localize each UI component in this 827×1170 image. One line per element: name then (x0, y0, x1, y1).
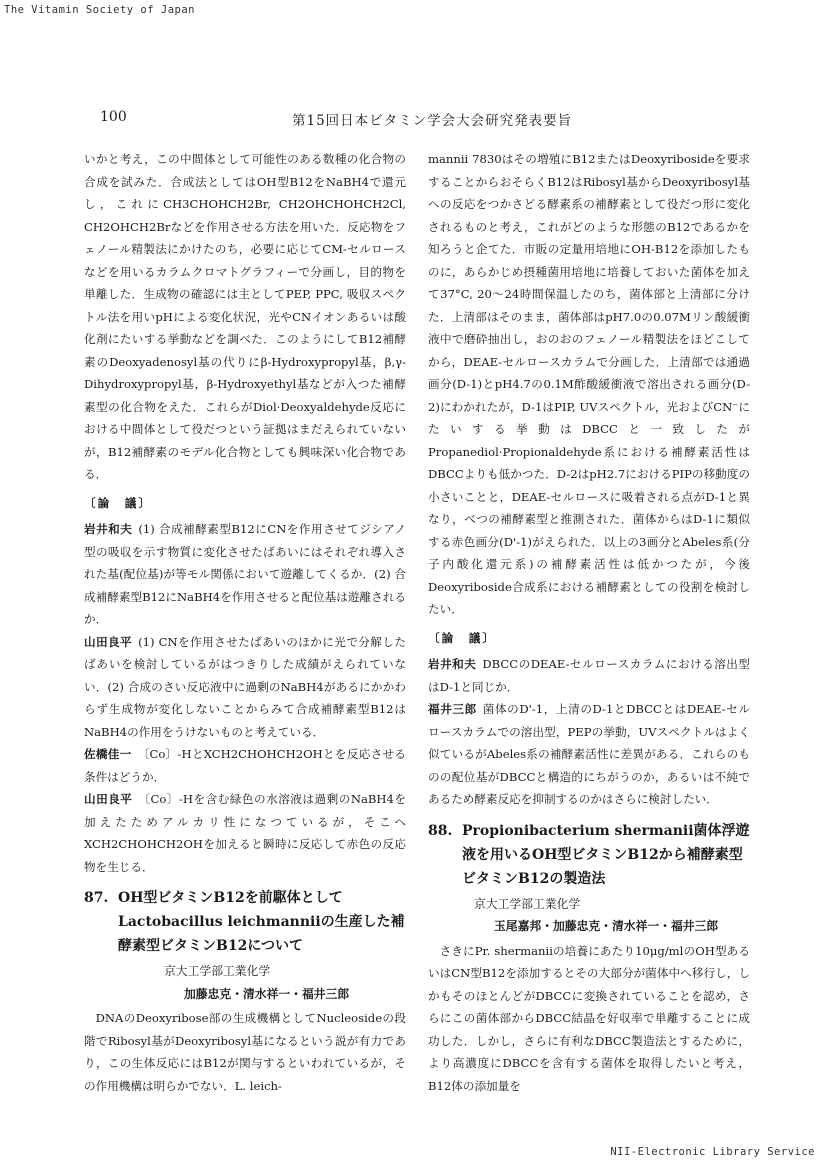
article-number: 87. (84, 890, 109, 906)
discussion-heading: 〔論 議〕 (428, 630, 496, 645)
discussion-entry (428, 653, 750, 698)
discussion-text: DBCCのDEAE-セルロースカラムにおける溶出型はD-1と同じか． (428, 657, 750, 694)
running-title: 第15回日本ビタミン学会大会研究発表要旨 (292, 113, 573, 129)
discussion-text: (1) CNを作用させたばあいのほかに光で分解したばあいを検討しているがはつきりした成績がえられていない．(2) 合成のさい反応液中に過剰のNaBH4があるにかかわらず生成物が変化しないことからみて合成補酵素型B12はNaBH4の作用をうけないものと考えている． (84, 634, 406, 739)
speaker-name: 山田良平 (84, 792, 133, 806)
article-affiliation: 京大工学部工業化学 (164, 964, 271, 978)
article-authors: 加藤忠克・清水祥一・福井三郎 (184, 986, 350, 1001)
article-87-heading (84, 886, 406, 958)
article-affiliation: 京大工学部工業化学 (474, 896, 581, 911)
speaker-name: 山田良平 (84, 634, 133, 649)
intro-paragraph: いかと考え，この中間体として可能性のある数種の化合物の合成を試みた．合成法としてはOH型B12をNaBH4で還元し，これにCH3CHOHCH2Br, CH2OHCHOHCH2Cl, CH2OHCH2Brなどを作用させる方法を用いた．反応物をフェノール精製法にかけたのち，必要に応じてCM-セルロースなどを用いるカラムクロマトグラフィーで分画し，目的物を単離した．生成物の確認には主としてPEP, PPC, 吸収スペクトル法を用いpHによる変化状況，光やCNイオンあるいは酸化剤にたいする挙動などを調べた．このようにしてB12補酵素のDeoxyadenosyl基の代りにβ-Hydroxypropyl基，β,γ-Dihydroxypropyl基，β-Hydroxyethyl基などが入つた補酵素型の化合物をえた．これらがDiol·Deoxyaldehyde反応における中間体として役だつという証拠はまだえられていないが，B12補酵素のモデル化合物としても興味深い化合物である． (84, 152, 406, 481)
discussion-heading: 〔論 議〕 (84, 495, 152, 510)
article-body: さきにPr. shermaniiの培養にあたり10μg/mlのOH型あるいはCN型B12を添加するとその大部分が菌体中へ移行し，しかもそのほとんどがDBCCに変換されていることを認め，さらにこの菌体部からDBCC結晶を好収率で単離することに成功した．しかし，さらに有利なDBCC製造法とするために，より高濃度にDBCCを含有する菌体を取得したいと考え，B12体の添加量を (428, 943, 750, 1093)
speaker-name: 岩井和夫 (428, 657, 477, 671)
discussion-entry (84, 631, 406, 744)
article-title: Propionibacterium shermanii菌体浮遊液を用いるOH型ビタミンB12から補酵素型ビタミンB12の製造法 (462, 822, 750, 887)
watermark-text: The Vitamin Society of Japan (4, 4, 196, 16)
article-body: DNAのDeoxyribose部の生成機構としてNucleosideの段階でRibosyl基がDeoxyribosyl基になるという説が有力であり，この生体反応にはB12が関与するといわれているが，その作用機構は明らかでない．L. leich- (84, 1011, 406, 1093)
footer-text: NII-Electronic Library Service (610, 1146, 815, 1158)
discussion-entry (84, 518, 406, 631)
speaker-name: 福井三郎 (428, 702, 477, 716)
article-number: 88. (428, 822, 453, 839)
discussion-text: 菌体のD'-1，上清のD-1とDBCCとはDEAE-セルロースカラムでの溶出型，PEPの挙動，UVスペクトルはよく似ているがAbeles系の補酵素活性に差異がある．これらのものの配位基がDBCCと構造的にちがうのか，あるいは不純であるため酵素反応を抑制するのかはさらに検討したい． (428, 702, 750, 806)
continued-paragraph: mannii 7830はその増殖にB12またはDeoxyribosideを要求することからおそらくB12はRibosyl基からDeoxyribosyl基への反応をつかさどる酵素系の補酵素として役だつ形に変化されるものと考え，これがどのような形態のB12であるかを知ろうと企てた．市販の定量用培地にOH-B12を添加したものに，あらかじめ摂種菌用培地に培養しておいた菌体を加えて37°C, 20〜24時間保温したのち，菌体部と上清部に分けた．上清部はそのまま，菌体部はpH7.0の0.07Mリン酸緩衝液中で磨砕抽出し，おのおのフェノール精製法をほどこしてから，DEAE-セルロースカラムで分画した．上清部では通過画分(D-1)とpH4.7の0.1M酢酸緩衝液で溶出される画分(D-2)にわかれたが，D-1はPIP, UVスペクトル，光およびCN⁻にたいする挙動はDBCCと一致したがPropanediol·Propionaldehyde系における補酵素活性はDBCCよりも低かつた．D-2はpH2.7におけるPIPの移動度の小さいことと，DEAE-セルロースに吸着される点がD-1と異なり，べつの補酵素型と推測された．菌体からはD-1に類似する赤色画分(D'-1)がえられた．以上の3画分とAbeles系(分子内酸化還元系)の補酵素活性は低かつたが，今後Deoxyriboside合成系における補酵素としての役割を検討したい． (428, 152, 750, 616)
discussion-text: 〔Co〕-Hを含む緑色の水溶液は過剰のNaBH4を加えたためアルカリ性になつているが，そこへXCH2CHOHCH2OHを加えると瞬時に反応して赤色の反応物を生じる． (84, 792, 406, 874)
page-number: 100 (100, 109, 127, 125)
discussion-entry (84, 743, 406, 788)
discussion-entry (84, 788, 406, 878)
article-88-heading (428, 819, 750, 891)
article-authors: 玉尾嘉邦・加藤忠克・清水祥一・福井三郎 (494, 919, 719, 933)
discussion-text: (1) 合成補酵素型B12にCNを作用させてジシアノ型の吸収を示す物質に変化させたばあいにはそれぞれ導入された基(配位基)が等モル関係において遊離してくるか．(2) 合成補酵素型B12にNaBH4を作用させると配位基は遊離されるか． (84, 522, 406, 626)
speaker-name: 岩井和夫 (84, 522, 133, 536)
right-column (428, 148, 750, 1097)
left-column (84, 148, 406, 1097)
discussion-entry (428, 698, 750, 811)
article-title: OH型ビタミンB12を前駆体としてLactobacillus leichmanniiの生産した補酵素型ビタミンB12について (118, 890, 405, 954)
speaker-name: 佐橋佳一 (84, 747, 132, 761)
discussion-text: 〔Co〕-HとXCH2CHOHCH2OHとを反応させる条件はどうか． (84, 747, 406, 784)
